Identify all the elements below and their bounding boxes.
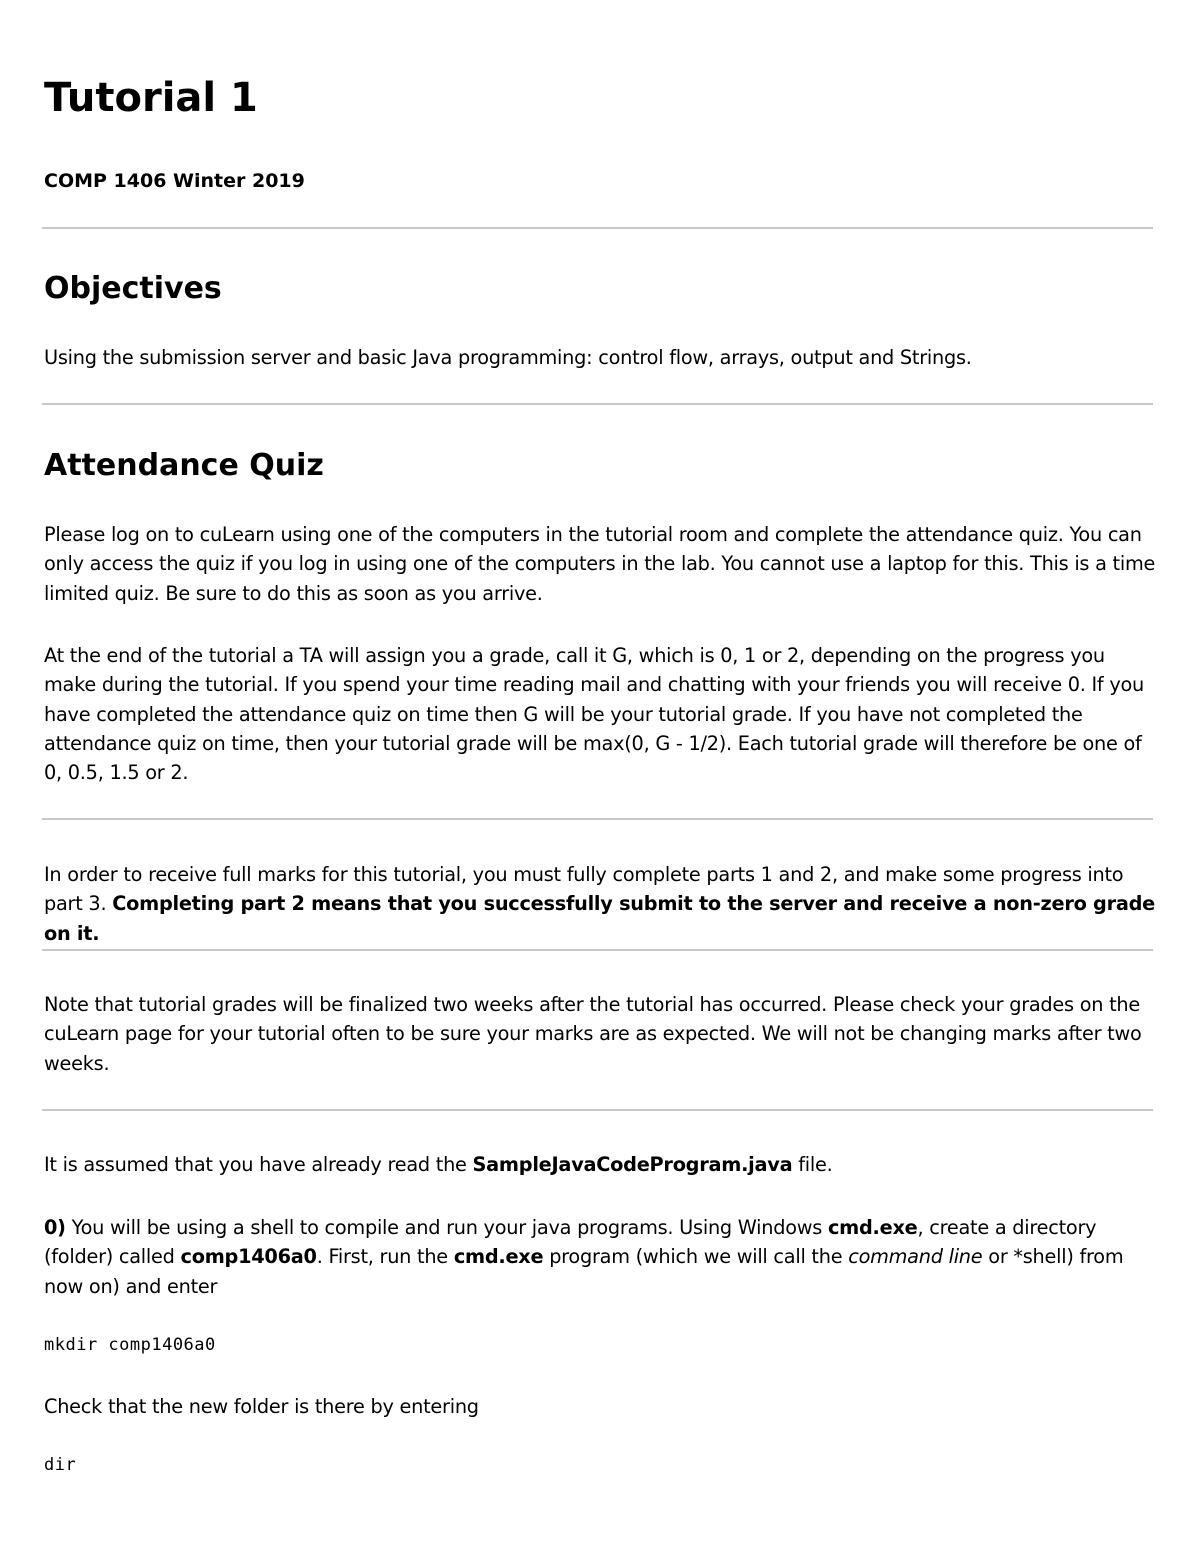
divider <box>42 227 1153 229</box>
full-marks-bold: Completing part 2 means that you successfully submit to the server and receive a non-zero grade on it. <box>44 892 1155 945</box>
full-marks-text: In order to receive full marks for this tutorial, you must fully complete parts 1 and 2, and make some progress into part 3. <box>44 863 1124 916</box>
code-dir: dir <box>44 1455 77 1475</box>
assumed-pre: It is assumed that you have already read the <box>44 1153 473 1176</box>
step-0-bold: comp1406a0 <box>180 1245 317 1269</box>
step-0-text: or *shell) from now on) and enter <box>44 1245 1124 1298</box>
step-0-text: . First, run the <box>316 1245 454 1269</box>
sample-file-name: SampleJavaCodeProgram.java <box>472 1153 793 1176</box>
code-mkdir: mkdir comp1406a0 <box>44 1335 216 1355</box>
divider <box>42 818 1153 820</box>
objectives-text: Using the submission server and basic Java programming: control flow, arrays, output and Strings. <box>44 346 972 369</box>
assumed-post: file. <box>792 1153 833 1176</box>
step-0-text: You will be using a shell to compile and run your java programs. Using Windows <box>65 1216 828 1239</box>
step-0-bold: cmd.exe <box>453 1245 544 1269</box>
assumed-paragraph <box>44 1150 1156 1179</box>
check-paragraph: Check that the new folder is there by entering <box>44 1395 479 1418</box>
divider <box>42 1109 1153 1111</box>
step-0-bold: cmd.exe <box>827 1216 918 1239</box>
full-marks-paragraph <box>44 860 1156 948</box>
divider <box>42 949 1153 951</box>
attendance-paragraph-2: At the end of the tutorial a TA will assign you a grade, call it G, which is 0, 1 or 2, depending on the progress you make during the tutorial. If you spend your time reading mail and chatting with your friends you will receive 0. If you have completed the attendance quiz on time then G will be your tutorial grade. If you have not completed the attendance quiz on time, then your tutorial grade will be max(0, G - 1/2). Each tutorial grade will therefore be one of 0, 0.5, 1.5 or 2. <box>44 644 1145 785</box>
attendance-heading: Attendance Quiz <box>44 448 324 483</box>
attendance-paragraph-1: Please log on to cuLearn using one of the computers in the tutorial room and complete the attendance quiz. You can only access the quiz if you log in using one of the computers in the lab. You cannot use a laptop for this. This is a time limited quiz. Be sure to do this as soon as you arrive. <box>44 523 1156 605</box>
step-0-number: 0) <box>44 1216 66 1239</box>
course-subtitle: COMP 1406 Winter 2019 <box>44 170 305 192</box>
divider <box>42 403 1153 405</box>
step-0-italic: command line <box>848 1245 983 1269</box>
page-title: Tutorial 1 <box>44 75 258 121</box>
step-0-text: program (which we will call the <box>543 1245 849 1269</box>
step-0-paragraph <box>44 1213 1156 1301</box>
objectives-heading: Objectives <box>44 271 222 306</box>
step-0-text: , create a directory (folder) called <box>44 1216 1097 1269</box>
note-paragraph: Note that tutorial grades will be finalized two weeks after the tutorial has occurred. Please check your grades on the cuLearn page for your tutorial often to be sure your marks are as expected. We will not be changing marks after two weeks. <box>44 993 1142 1075</box>
